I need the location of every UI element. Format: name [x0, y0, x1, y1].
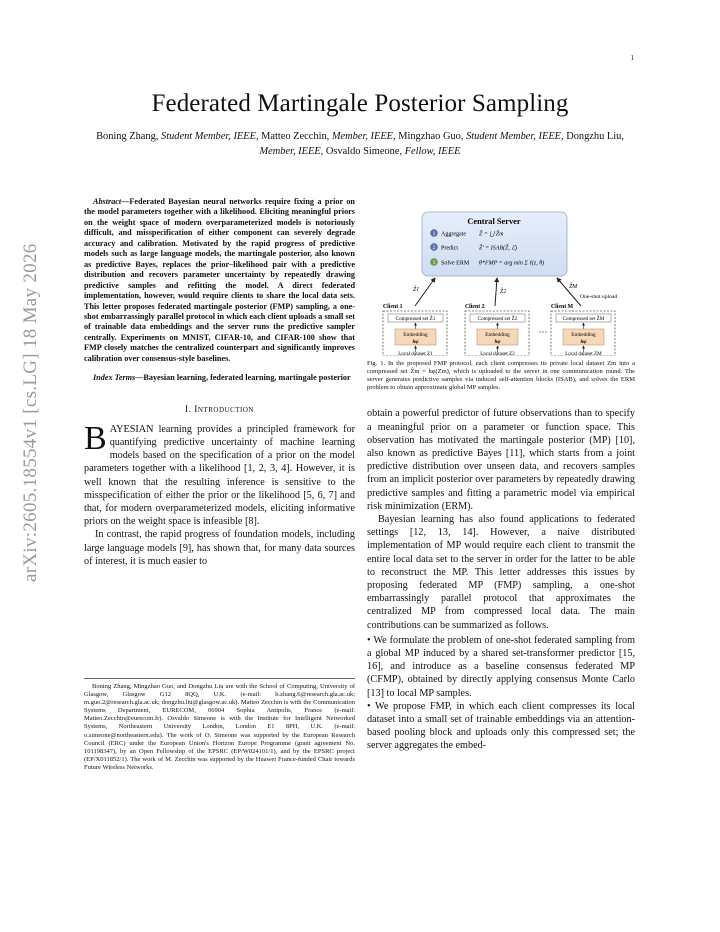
local-dataset-label: Local dataset Z2 [480, 351, 515, 356]
fmp-protocol-figure [367, 198, 635, 356]
intro-paragraph-1-text: AYESIAN learning provides a principled framework for quantifying predictive uncertainty of machine learning models based on the specification of a prior on the model parameters together with a likelihood [1, 2, 3, 4]. However, it is well known that the resulting inference is sensitive to the misspecification of either the prior or the likelihood [5, 6, 7] and that, for modern overparameterized models, eliciting informative priors on the weight space is infeasible [8]. [84, 423, 355, 528]
author-role: Student Member, IEEE, [161, 131, 259, 142]
embedding-label: Embedding [403, 332, 428, 338]
embedding-function: hφ [494, 339, 501, 345]
step-number: 3 [432, 260, 436, 267]
author-name: Matteo Zecchin, [261, 131, 330, 142]
author-role: Student Member, IEEE, [466, 131, 564, 142]
compressed-set-label: Compressed set Ẑ2 [477, 316, 518, 322]
affiliation-footnote: Boning Zhang, Mingzhao Guo, and Dongzhu Liu are with the School of Computing, University of Glasgow, Glasgow G12 8QQ, U.K. (e-mail: b.zhang.6@research.gla.ac.uk; m.guo.2@research.gla.ac.uk; dongzhu.liu@glasgow.ac.uk). Matteo Zecchin is with the Communication Systems Department, EURECOM, 06904 Sophia Antipolis, France (e-mail: Matteo.Zecchin@eurecom.fr). Osvaldo Simeone is with the Institute for Intelligent Networked Systems, Northeastern University London, London E1 8PH, U.K. (e-mail: o.simeone@northeastern.edu). The work of O. Simeone was supported by the European Research Council (ERC) under the European Union's Horizon Europe Programme (grant agreement No. 101198347), by an Open Fellowship of the EPSRC (EP/W024101/1), and by the EPSRC project (EP/X011852/1). The work of M. Zecchin was supported by the Huawei France-funded Chair towards Future Wireless Networks. [84, 683, 355, 771]
right-column [367, 198, 635, 753]
page-number: 1 [630, 54, 634, 62]
client-name: Client 1 [383, 304, 403, 310]
arrow-label: ẐM [569, 284, 578, 290]
embedding-label: Embedding [571, 332, 596, 338]
server-title: Central Server [467, 217, 521, 226]
arrow-label: Ẑ2 [500, 289, 507, 295]
author-name: Boning Zhang, [96, 131, 159, 142]
index-terms [84, 373, 355, 383]
author-role: Member, IEEE, [259, 146, 324, 157]
ellipsis: ··· [538, 327, 548, 337]
index-terms-text: —Bayesian learning, federated learning, martingale posterior [135, 373, 351, 383]
step-label: Solve ERM [441, 260, 470, 267]
figure-caption: Fig. 1. In the proposed FMP protocol, each client compresses its private local dataset Zm into a compressed set Ẑm = hφ(Zm), which is uploaded to the server in one communication round. The server generates predictive samples via induced self-attention blocks (ISAB), and solves the ERM problem to obtain approximate global MP samples. [367, 360, 635, 392]
footnote-area [84, 678, 355, 772]
embedding-label: Embedding [485, 332, 510, 338]
section-heading: I. Introduction [185, 404, 254, 415]
drop-cap: B [84, 419, 107, 457]
contribution-bullet: • We propose FMP, in which each client compresses its local dataset into a small set of trainable embeddings via an attention-based pooling block and uploads only this compressed set; the server aggregates the embed- [367, 700, 635, 752]
abstract-label: Abstract [93, 197, 122, 206]
arrow-label: Ẑ1 [413, 287, 420, 293]
author-role: Fellow, IEEE [404, 146, 461, 157]
paper-title: Federated Martingale Posterior Sampling [151, 90, 569, 117]
footnote-rule [84, 678, 355, 679]
right-body [367, 407, 635, 752]
compressed-set-label: Compressed set Ẑ1 [395, 316, 436, 322]
step-formula: Ẑ′ = ISAB(Ẑ, ℰ) [479, 245, 517, 252]
author-role: Member, IEEE, [331, 131, 396, 142]
local-dataset-label: Local dataset ZM [565, 351, 602, 356]
step-label: Aggregate [441, 231, 466, 238]
author-name: Dongzhu Liu, [566, 131, 624, 142]
upload-arrow [557, 278, 581, 306]
index-terms-label: Index Terms [93, 373, 136, 383]
upload-arrow [495, 278, 497, 306]
fmp-diagram [367, 198, 635, 356]
abstract [84, 197, 355, 364]
local-dataset-label: Local dataset Z1 [398, 351, 433, 356]
paragraph: obtain a powerful predictor of future observations than to specify a meaningful prior on a parameter or function space. This observation has motivated the martingale posterior (MP) [10], also known as predictive Bayes [11], which starts from a joint predictive distribution over unseen data, and recovers samples from an implicit posterior over parameters by repeatedly drawing predictive samples and fitting a parametric model via empirical risk minimization (ERM). [367, 408, 635, 512]
compressed-set-label: Compressed set ẐM [562, 316, 605, 322]
contribution-bullet: • We formulate the problem of one-shot federated sampling from a global MP induced by a shared set-transformer predictor [15, 16], and introduce as a baseline consensus federated MP (CFMP), obtained by directly applying consensus Monte Carlo [13] to local MP samples. [367, 634, 635, 699]
step-number: 2 [432, 245, 436, 252]
left-column [84, 197, 355, 568]
embedding-function: hφ [412, 339, 419, 345]
one-shot-label: One-shot upload [580, 294, 618, 300]
arxiv-stamp: arXiv:2605.18554v1 [cs.LG] 18 May 2026 [20, 243, 41, 582]
step-label: Predict [441, 245, 458, 252]
client-name: Client M [551, 304, 574, 310]
abstract-text: —Federated Bayesian neural networks require fixing a prior on the model parameters together with a likelihood. Eliciting meaningful priors on the weight space of modern overparameterized models is notoriously difficult, and misspecification of either component can severely degrade accuracy and calibration. Motivated by the rapid progress of predictive models such as large language models, the martingale posterior, also known as predictive Bayes, replaces the prior–likelihood pair with a predictive distribution and recovers parameter uncertainty by repeatedly drawing predictive samples and refitting the model. A direct federated implementation, however, would require clients to share the local data sets. This letter proposes federated martingale posterior (FMP) sampling, a one-shot embarrassingly parallel protocol in which each client uploads a small set of trainable data embeddings and the server runs the predictive sampler centrally. Experiments on MNIST, CIFAR-10, and CIFAR-100 show that FMP closely matches the centralized counterpart and significantly improves calibration over consensus-style baselines. [84, 197, 355, 363]
intro-paragraph-2: In contrast, the rapid progress of foundation models, including large language models [9], has shown that, for many data sources of interest, it is much easier to [84, 529, 355, 567]
client-name: Client 2 [465, 304, 485, 310]
author-name: Mingzhao Guo, [398, 131, 464, 142]
author-name: Osvaldo Simeone, [325, 146, 403, 157]
step-number: 1 [432, 231, 436, 238]
embedding-function: hφ [580, 339, 587, 345]
paragraph: Bayesian learning has also found applications to federated settings [12, 13, 14]. However, a naive distributed implementation of MP would require each client to transmit the entire local data set to the server in order for the latter to be able to reconstruct the MP. This letter addresses this issues by proposing federated MP (FMP) sampling, a one-shot embarrassingly parallel protocol that approximates the centralized MP from compressed local data. The main contributions can be summarized as follows. [367, 514, 635, 631]
author-list [92, 129, 628, 159]
step-formula: θ*FMP = arg min Σ ℓ(z, θ) [479, 260, 545, 267]
intro-paragraph-1 [84, 419, 355, 529]
step-formula: Ẑ = ⋃ Ẑm [479, 231, 504, 238]
